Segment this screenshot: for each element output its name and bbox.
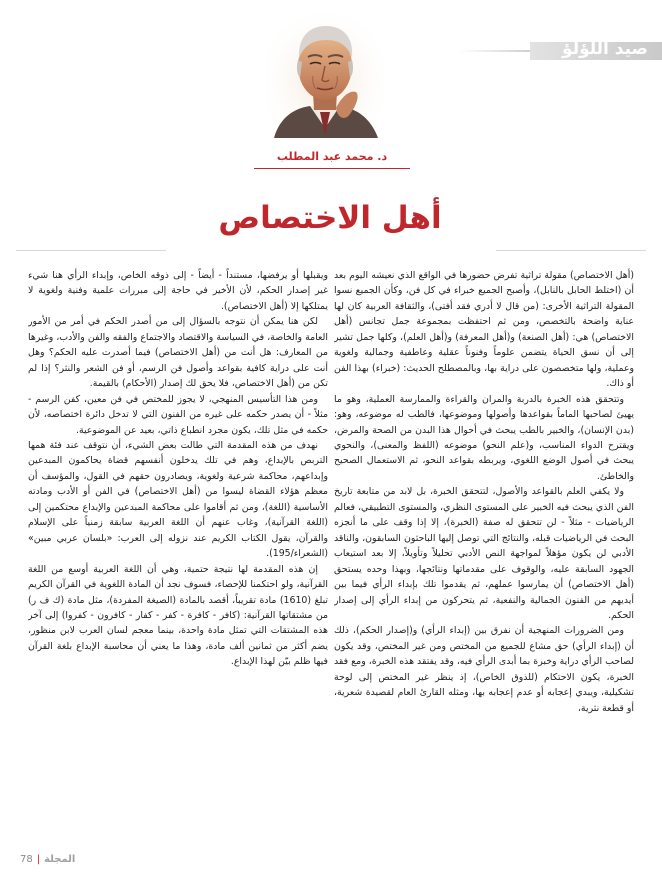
title-divider-right [496,250,646,251]
article-title: أهل الاختصاص [218,200,442,236]
article-column-right [334,268,634,848]
title-divider-left [16,250,166,251]
byline-underline [254,168,410,169]
paragraph: إن هذه المقدمة لها نتيجة حتمية، وهي أن اللغة العربية أوسع من اللغة القرآنية، ولو احتكمنا للإحصاء، فسوف نجد أن المادة اللغوية في القرآن الكريم تبلغ (1610) مادة تقريباً، أقصد بالمادة (الصيغة المفردة)، مثل مادة (ك ف ر) من مشتقاتها القرآنية: (كافر - كافرة - كفر - كفار - كافرون - كفروا) إلى آخر هذه المشتقات التي تمثل مادة واحدة، بينما معجم لسان العرب لابن منظور، يضم أكثر من ثمانين ألف مادة، وهذا ما يعني أن محاسبة الإبداع بلغة القرآن فيها ظلم بيّن لهذا الإبداع. [28,563,328,668]
page-number: 78 [20,854,33,865]
paragraph: (أهل الاختصاص) مقولة تراثية تفرض حضورها في الواقع الذي نعيشه اليوم بعد أن (اختلط الحابل بالنابل)، وأصبح الجميع خبراء في كل فن، وكأن الجميع نسوا المقولة التراثية الأخرى: (من قال لا أدري فقد أفتى)، والثقافة العربية كان لها عناية واضحة بالتخصص، ومن ثم احتفظت بمجموعة جمل تجانس (أهل الاختصاص) هي: (أهل الصنعة) و(أهل المعرفة) و(أهل العلم)، وكلها جمل تشير إلى أن نسق الحياة يتضمن علوماً وفنوناً عقلية وعاطفية وجمالية ولغوية وعملية، ولها متخصصون على دراية بها، وبالمصطلح الحديث: (خبراء) بهذا الفن أو ذاك. [334,270,634,390]
portrait-illustration [266,10,384,138]
article-column-left [28,268,328,848]
author-portrait [266,10,384,138]
paragraph: ومن الضرورات المنهجية أن نفرق بين (إبداء الرأي) و(إصدار الحكم)، ذلك أن (إبداء الرأي) حق مشاع للجميع من المختص ومن غير المختص، وقد يكون لصاحب الرأي دراية وخبرة بما أبدى الرأي فيه، وقد يفتقد هذه الخبرة، ومع فقد الخبرة، يكون الاحتكام (للذوق الخاص)، إذ ينظر غير المختص إلى لوحة تشكيلية، ويبدي إعجابه أو عدم إعجابه بها، ومثله القارئ العام لقصيدة شعرية، أو قطعة نثرية، [334,625,634,714]
paragraph: ومن هذا التأسيس المنهجي، لا يجوز للمختص في فن معين، كفن الرسم - مثلاً - أن يصدر حكمه على غيره من الفنون التي لا تدخل دائرة اختصاصه، لأن حكمه في مثل تلك، يكون مجرد انطباع ذاتي، بعيد عن الموضوعية. [28,393,328,436]
paragraph: ولا يكفي العلم بالقواعد والأصول، لتتحقق الخبرة، بل لابد من متابعة تاريخ الفن الذي يبحث فيه الخبير على المستوى النظري، والمستوى التطبيقي، فعالم الرياضيات - مثلاً - لن تتحقق له صفة (الخبرة)، إلا إذا وقف على ما أنجزه البحث في الرياضيات قبله، والنتائج التي توصل إليها الباحثون السابقون، والناقد الأدبي لن يكون مؤهلاً لمواجهة النص الأدبي تحليلاً وتأويلاً، إلا بعد استيعاب الجهود السابقة عليه، والوقوف على مقدماتها ونتائجها، وبهذا وحده يستحق (أهل الاختصاص) أن يمارسوا عملهم، ثم يقدموا تلك بإبداء الرأي فيما بين أيديهم من الفنون الجمالية والنفعية، ثم يتحركون من إبداء الرأي إلى إصدار الحكم. [334,486,634,621]
masthead-fade-line [458,50,530,52]
footer-separator: | [36,854,41,865]
paragraph: وتتحقق هذه الخبرة بالدربة والمران والقراءة والممارسة العملية، وهو ما يهيئ لصاحبها الماماً بقواعدها وأصولها وموضوعها، فالطب له موضوعه، وهو: (بدن الإنسان)، والخبير بالطب يبحث في أحوال هذا البدن من الصحة والمرض، ويقترح الدواء المناسب، و(علم النحو) موضوعه (اللفظ والمعنى)، والنحوي يبحث في أصول الوضع اللغوي، ويربطه بقواعد النحو، ثم الاستعمال الصحيح والخاطئ. [334,393,634,482]
author-byline: د. محمد عبد المطلب [276,150,388,163]
paragraph: نهدف من هذه المقدمة التي طالت بعض الشيء، أن نتوقف عند فئة همها التربص بالإبداع، وهم في تلك يدخلون أنفسهم قضاة يحاكمون المبدعين وإبداعهم، محاكمة شرعية ولغوية، ويصادرون حقهم في القول، والمؤسف أن معظم هؤلاء القضاة ليسوا من (أهل الاختصاص) في الفن أو الأدب ومادته الأساسية (اللغة)، ومن ثم أقاموا على محاكمة المبدعين والإبداع محتكمين إلى (اللغة القرآنية)، وغاب عنهم أن اللغة العربية سابقة زمنياً على الإسلام والقرآن، يقول الكتاب الكريم عند نزوله إلى العرب: «بلسان عربي مبين» (الشعراء/195). [28,439,328,560]
page-footer [20,854,75,868]
section-title: صيد اللؤلؤ [562,39,648,59]
section-masthead [458,36,662,62]
magazine-name: المجلة [44,854,76,865]
paragraph: ويقبلها أو يرفضها، مستنداً - أيضاً - إلى ذوقه الخاص، وإبداء الرأي هنا شيء غير إصدار الحكم، لأن الأخير في حاجة إلى مبررات علمية وفنية ولغوية لا يمتلكها إلا (أهل الاختصاص). [28,270,328,312]
paragraph: لكن هنا يمكن أن نتوجه بالسؤال إلى من أصدر الحكم في أمر من الأمور العامة والخاصة، في السياسة والاقتصاد والاجتماع والفقه والفن والأدب، وغيرها من المعارف: هل أنت من (أهل الاختصاص) فيما أصدرت عليه الحكم؟ وهل أنت على دراية كافية بقواعد وأصول فن الرسم، أو فن الشعر والنثر؟ إذا لم تكن من (أهل الاختصاص، فلا يحق لك إصدار (الأحكام) بالقيمة. [28,316,328,390]
